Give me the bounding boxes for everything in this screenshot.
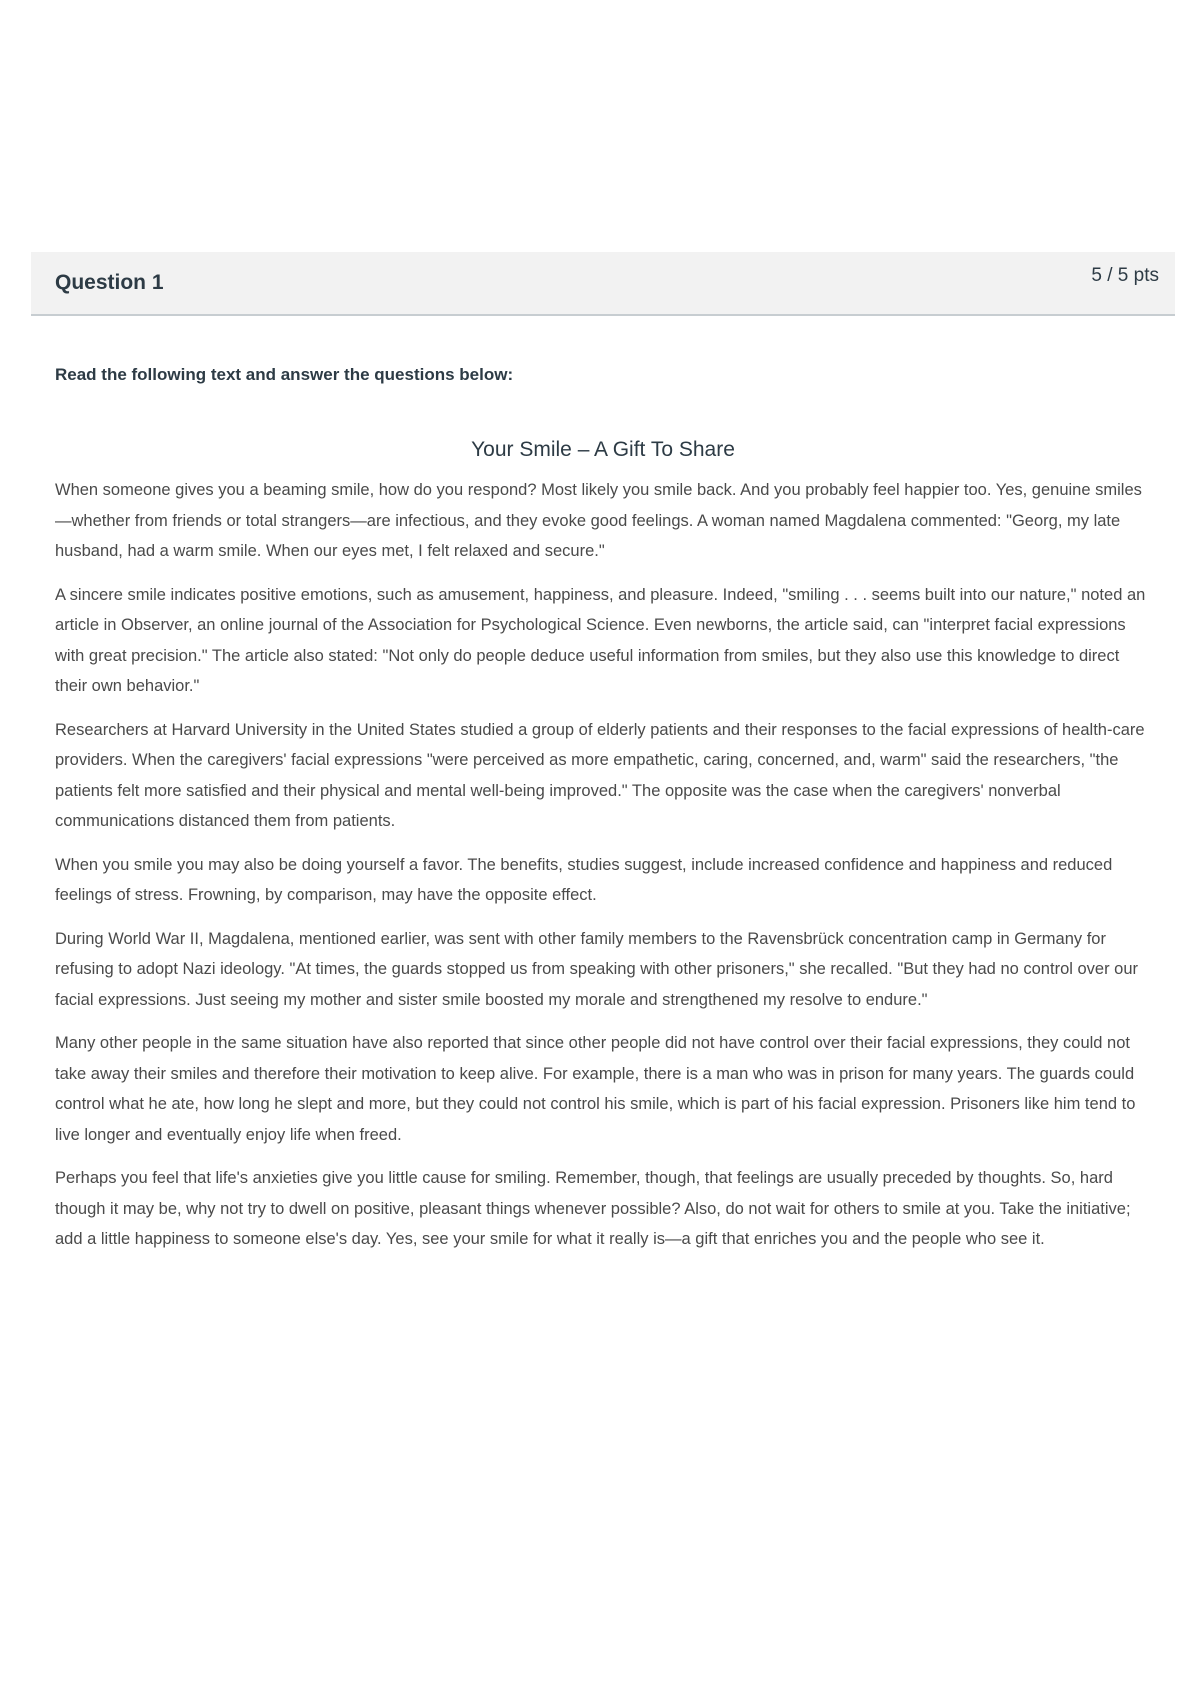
passage-paragraph: When someone gives you a beaming smile, how do you respond? Most likely you smile back. And you probably feel happier too. Yes, genuine smiles—whether from friends or total strangers—are infectious, and they evoke good feelings. A woman named Magdalena commented: "Georg, my late husband, had a warm smile. When our eyes met, I felt relaxed and secure." [55,481,1142,560]
passage-title: Your Smile – A Gift To Share [471,438,735,461]
question-card [31,252,1175,1268]
question-header [31,252,1175,316]
passage-paragraph: Researchers at Harvard University in the United States studied a group of elderly patients and their responses to the facial expressions of health-care providers. When the caregivers' facial expressions "were perceived as more empathetic, caring, concerned, and, warm" said the researchers, "the patients felt more satisfied and their physical and mental well-being improved." The opposite was the case when the caregivers' nonverbal communications distanced them from patients. [55,720,1145,830]
passage-paragraph: Many other people in the same situation have also reported that since other people did not have control over their facial expressions, they could not take away their smiles and therefore their motivation to keep alive. For example, there is a man who was in prison for many years. The guards could control what he ate, how long he slept and more, but they could not control his smile, which is part of his facial expression. Prisoners like him tend to live longer and eventually enjoy life when freed. [55,1034,1136,1144]
passage-paragraph: When you smile you may also be doing yourself a favor. The benefits, studies suggest, include increased confidence and happiness and reduced feelings of stress. Frowning, by comparison, may have the opposite effect. [55,855,1113,904]
passage-paragraph: A sincere smile indicates positive emotions, such as amusement, happiness, and pleasure. Indeed, "smiling . . . seems built into our nature," noted an article in Observer, an online journal of the Association for Psychological Science. Even newborns, the article said, can "interpret facial expressions with great precision." The article also stated: "Not only do people deduce useful information from smiles, but they also use this knowledge to direct their own behavior." [55,585,1146,695]
question-body [31,365,1175,1255]
question-title: Question 1 [55,271,164,294]
passage-paragraph: During World War II, Magdalena, mentioned earlier, was sent with other family members to the Ravensbrück concentration camp in Germany for refusing to adopt Nazi ideology. "At times, the guards stopped us from speaking with other prisoners," she recalled. "But they had no control over our facial expressions. Just seeing my mother and sister smile boosted my morale and strengthened my resolve to endure." [55,929,1139,1009]
passage-paragraph: Perhaps you feel that life's anxieties give you little cause for smiling. Remember, though, that feelings are usually preceded by thoughts. So, hard though it may be, why not try to dwell on positive, pleasant things whenever possible? Also, do not wait for others to smile at you. Take the initiative; add a little happiness to someone else's day. Yes, see your smile for what it really is—a gift that enriches you and the people who see it. [55,1169,1131,1248]
instructions-text: Read the following text and answer the questions below: [55,365,514,384]
question-points: 5 / 5 pts [1091,265,1159,286]
passage [55,475,1151,1255]
